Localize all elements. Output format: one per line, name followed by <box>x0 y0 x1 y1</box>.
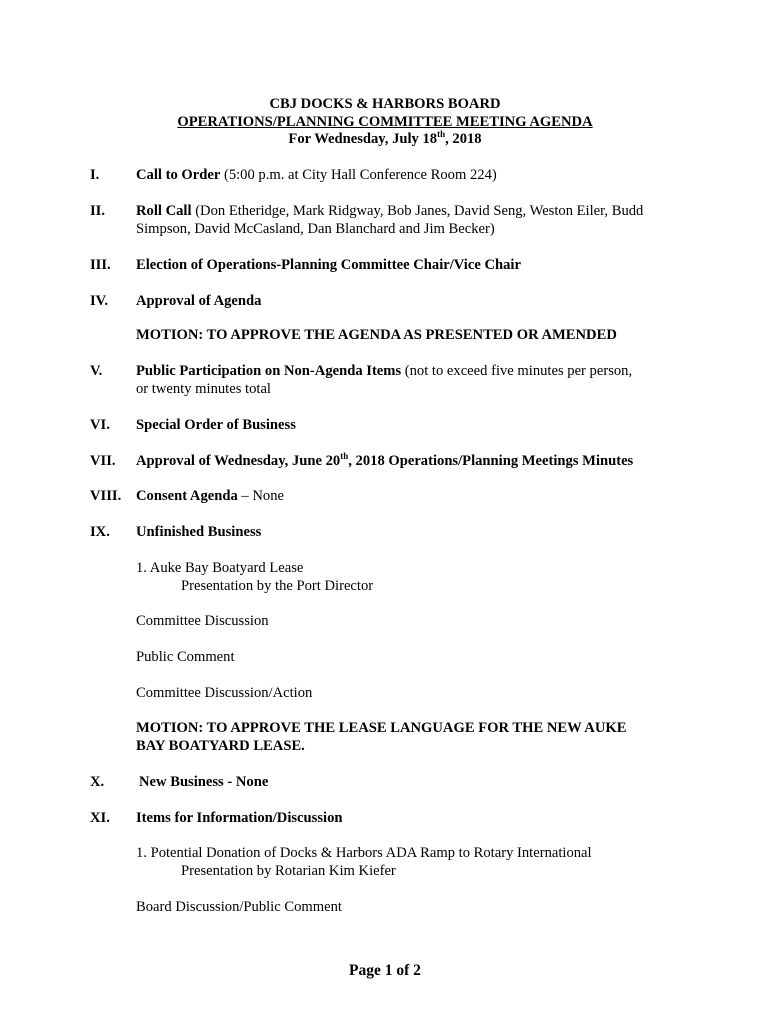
item-number: VII. <box>90 453 116 469</box>
item-number: V. <box>90 363 103 379</box>
sub-item-presenter: Presentation by the Port Director <box>181 578 374 594</box>
item-information-discussion: Items for Information/Discussion <box>136 810 343 826</box>
item-number: IX. <box>90 524 110 540</box>
item-number: VIII. <box>90 488 122 504</box>
sub-item-boatyard-lease: 1. Auke Bay Boatyard Lease <box>136 560 304 576</box>
item-roll-call: Roll Call (Don Etheridge, Mark Ridgway, Bob Janes, David Seng, Weston Eiler, Budd <box>136 203 644 219</box>
item-public-participation: Public Participation on Non-Agenda Items (not to exceed five minutes per person, <box>136 363 633 379</box>
item-number: XI. <box>90 810 110 826</box>
item-number: II. <box>90 203 106 219</box>
board-name: CBJ DOCKS & HARBORS BOARD <box>269 96 501 112</box>
item-number: VI. <box>90 417 110 433</box>
item-election: Election of Operations-Planning Committee Chair/Vice Chair <box>136 257 521 273</box>
item-public-participation-cont: or twenty minutes total <box>136 381 271 397</box>
sub-item-committee-discussion: Committee Discussion <box>136 613 269 629</box>
item-number: I. <box>90 167 100 183</box>
page-number: Page 1 of 2 <box>349 962 421 979</box>
motion-lease-cont: BAY BOATYARD LEASE. <box>136 738 305 754</box>
item-approval-agenda: Approval of Agenda <box>136 293 262 309</box>
motion-agenda: MOTION: TO APPROVE THE AGENDA AS PRESENTED OR AMENDED <box>136 327 617 343</box>
motion-lease: MOTION: TO APPROVE THE LEASE LANGUAGE FOR THE NEW AUKE <box>136 720 627 736</box>
sub-item-ada-ramp: 1. Potential Donation of Docks & Harbors ADA Ramp to Rotary International <box>136 845 592 861</box>
sub-item-board-discussion: Board Discussion/Public Comment <box>136 899 342 915</box>
item-special-order: Special Order of Business <box>136 417 296 433</box>
meeting-date: For Wednesday, July 18th, 2018 <box>288 129 482 147</box>
sub-item-presenter: Presentation by Rotarian Kim Kiefer <box>181 863 396 879</box>
item-unfinished-business: Unfinished Business <box>136 524 262 540</box>
agenda-title: OPERATIONS/PLANNING COMMITTEE MEETING AGENDA <box>177 114 593 130</box>
item-new-business: New Business - None <box>139 774 269 790</box>
sub-item-public-comment: Public Comment <box>136 649 235 665</box>
item-approval-minutes: Approval of Wednesday, June 20th, 2018 Operations/Planning Meetings Minutes <box>136 451 634 469</box>
item-number: III. <box>90 257 111 273</box>
item-number: X. <box>90 774 105 790</box>
item-consent-agenda: Consent Agenda – None <box>136 488 284 504</box>
item-roll-call-cont: Simpson, David McCasland, Dan Blanchard and Jim Becker) <box>136 221 495 237</box>
item-number: IV. <box>90 293 108 309</box>
sub-item-committee-action: Committee Discussion/Action <box>136 685 313 701</box>
item-call-to-order: Call to Order (5:00 p.m. at City Hall Conference Room 224) <box>136 167 497 183</box>
